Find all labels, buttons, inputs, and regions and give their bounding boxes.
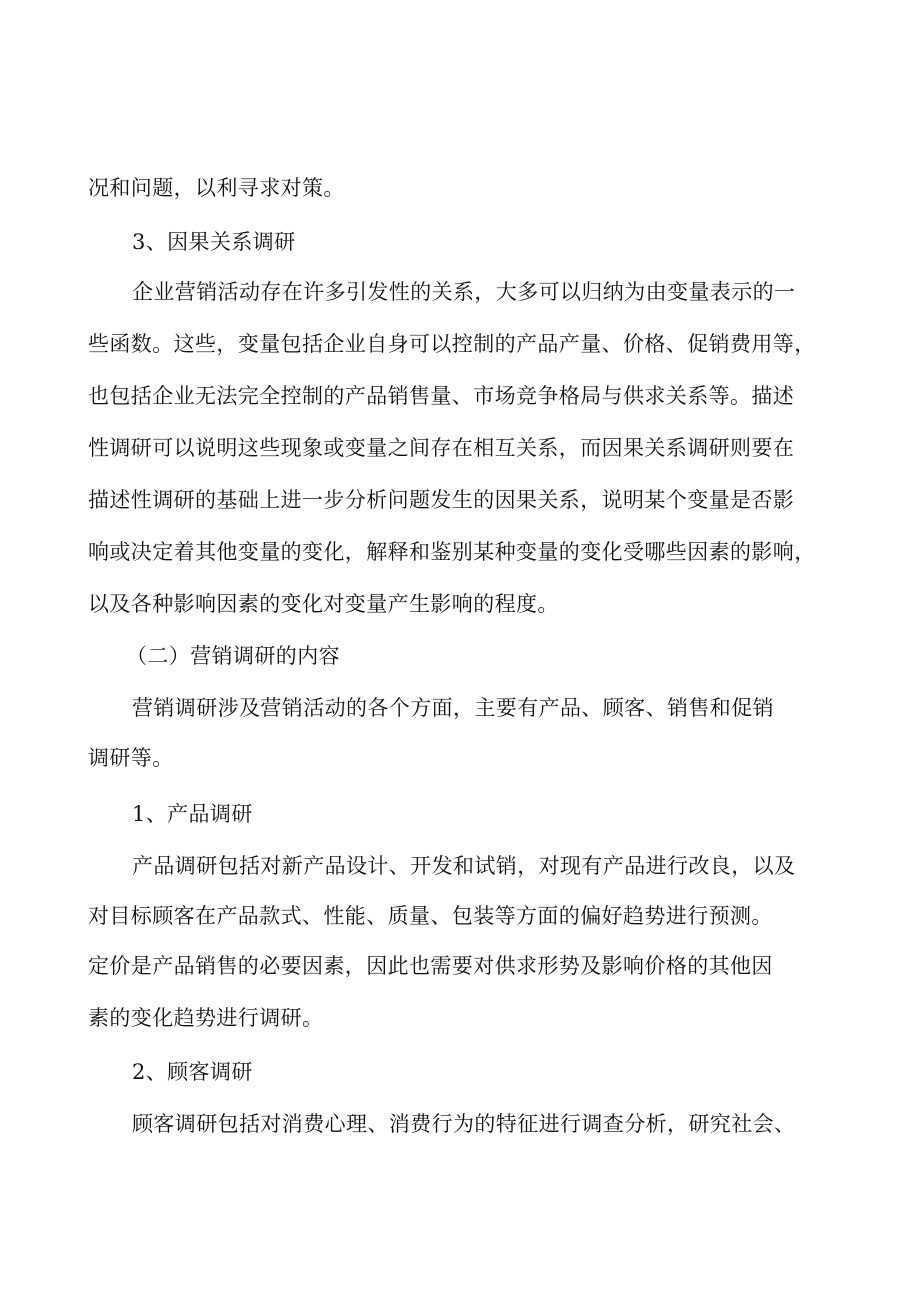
heading-text: （二）营销调研的内容	[126, 644, 340, 668]
paragraph-text: 素的变化趋势进行调研。	[88, 1006, 324, 1030]
text-line	[0, 480, 920, 520]
text-line	[0, 168, 920, 208]
paragraph-text: 产品调研包括对新产品设计、开发和试销，对现有产品进行改良，以及	[132, 854, 796, 878]
section-heading	[0, 222, 920, 262]
paragraph-text: 营销调研涉及营销活动的各个方面，主要有产品、顾客、销售和促销	[132, 696, 774, 720]
heading-text: 1、产品调研	[132, 802, 253, 826]
heading-text: 3、因果关系调研	[132, 230, 296, 254]
paragraph-text: 顾客调研包括对消费心理、消费行为的特征进行调查分析，研究社会、	[132, 1112, 796, 1136]
section-heading	[0, 794, 920, 834]
text-line	[0, 1104, 920, 1144]
paragraph-text: 企业营销活动存在许多引发性的关系，大多可以归纳为由变量表示的一	[132, 280, 796, 304]
text-line	[0, 584, 920, 624]
text-line	[0, 532, 920, 572]
section-heading	[0, 636, 920, 676]
text-line	[0, 846, 920, 886]
text-line	[0, 998, 920, 1038]
paragraph-text: 也包括企业无法完全控制的产品销售量、市场竞争格局与供求关系等。描述	[88, 384, 795, 408]
text-line	[0, 896, 920, 936]
text-line	[0, 428, 920, 468]
text-line	[0, 946, 920, 986]
text-line	[0, 738, 920, 778]
text-line	[0, 324, 920, 364]
paragraph-text: 性调研可以说明这些现象或变量之间存在相互关系，而因果关系调研则要在	[88, 436, 795, 460]
paragraph-text: 调研等。	[88, 746, 174, 770]
heading-text: 2、顾客调研	[132, 1060, 253, 1084]
paragraph-text: 况和问题，以利寻求对策。	[88, 176, 345, 200]
paragraph-text: 定价是产品销售的必要因素，因此也需要对供求形势及影响价格的其他因	[88, 954, 773, 978]
text-line	[0, 272, 920, 312]
text-line	[0, 688, 920, 728]
section-heading	[0, 1052, 920, 1092]
paragraph-text: 响或决定着其他变量的变化，解释和鉴别某种变量的变化受哪些因素的影响，	[88, 540, 816, 564]
paragraph-text: 些函数。这些，变量包括企业自身可以控制的产品产量、价格、促销费用等，	[88, 332, 816, 356]
paragraph-text: 描述性调研的基础上进一步分析问题发生的因果关系，说明某个变量是否影	[88, 488, 795, 512]
paragraph-text: 对目标顾客在产品款式、性能、质量、包装等方面的偏好趋势进行预测。	[88, 904, 773, 928]
paragraph-text: 以及各种影响因素的变化对变量产生影响的程度。	[88, 592, 559, 616]
text-line	[0, 376, 920, 416]
